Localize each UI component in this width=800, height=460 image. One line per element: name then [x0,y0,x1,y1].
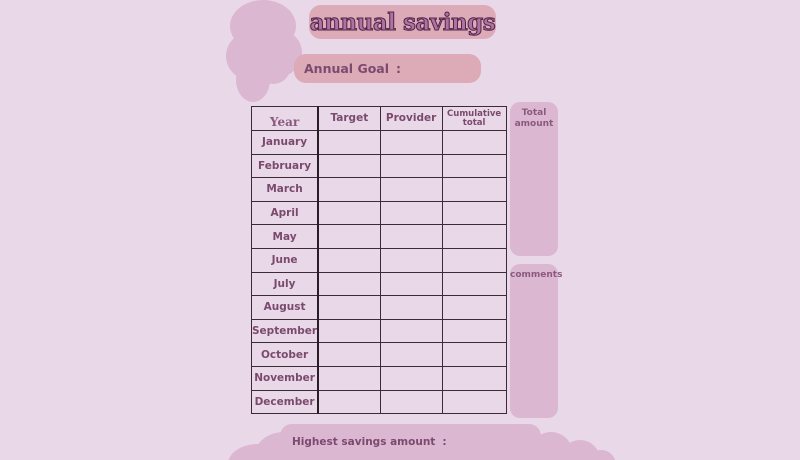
target-cell[interactable] [318,343,380,367]
table-row [252,366,507,390]
target-cell[interactable] [318,366,380,390]
title-banner [309,5,496,39]
highest-savings-label: Highest savings amount [292,436,436,448]
month-label: April [252,201,319,225]
header-target: Target [318,107,380,131]
header-cumulative-total: Cumulative total [442,107,506,131]
page-title: annual savings [309,8,496,36]
provider-cell[interactable] [380,178,442,202]
table-row [252,296,507,320]
table-row [252,272,507,296]
provider-cell[interactable] [380,390,442,414]
cumulative-total-cell[interactable] [442,366,506,390]
comments-panel[interactable] [510,264,563,418]
table-row [252,319,507,343]
highest-savings-separator: : [442,436,447,448]
provider-cell[interactable] [380,154,442,178]
provider-cell[interactable] [380,201,442,225]
total-amount-label: Total amount [514,108,554,130]
table-row [252,154,507,178]
month-label: July [252,272,319,296]
target-cell[interactable] [318,225,380,249]
month-label: September [252,319,319,343]
table-row [252,178,507,202]
cumulative-total-cell[interactable] [442,225,506,249]
month-label: March [252,178,319,202]
cumulative-total-cell[interactable] [442,390,506,414]
cumulative-total-cell[interactable] [442,248,506,272]
cumulative-total-cell[interactable] [442,131,506,155]
table-row [252,390,507,414]
target-cell[interactable] [318,201,380,225]
table-row [252,343,507,367]
provider-cell[interactable] [380,319,442,343]
cumulative-total-cell[interactable] [442,272,506,296]
provider-cell[interactable] [380,225,442,249]
cumulative-total-cell[interactable] [442,296,506,320]
cumulative-total-cell[interactable] [442,201,506,225]
month-label: February [252,154,319,178]
month-label: August [252,296,319,320]
month-label: October [252,343,319,367]
target-cell[interactable] [318,390,380,414]
month-label: November [252,366,319,390]
header-year: Year [252,107,319,131]
target-cell[interactable] [318,131,380,155]
provider-cell[interactable] [380,131,442,155]
month-label: December [252,390,319,414]
target-cell[interactable] [318,248,380,272]
provider-cell[interactable] [380,296,442,320]
annual-goal-separator: : [396,61,402,76]
savings-table [251,106,507,414]
comments-label: comments [510,270,563,280]
target-cell[interactable] [318,319,380,343]
provider-cell[interactable] [380,272,442,296]
table-header-row [252,107,507,131]
table-row [252,225,507,249]
target-cell[interactable] [318,178,380,202]
cumulative-total-cell[interactable] [442,178,506,202]
annual-goal-label: Annual Goal [304,61,390,76]
header-provider: Provider [380,107,442,131]
annual-goal-field[interactable] [294,54,481,83]
highest-savings-field[interactable] [280,424,541,460]
provider-cell[interactable] [380,366,442,390]
target-cell[interactable] [318,272,380,296]
cumulative-total-cell[interactable] [442,319,506,343]
table-row [252,248,507,272]
total-amount-panel[interactable] [510,102,558,256]
month-label: May [252,225,319,249]
provider-cell[interactable] [380,343,442,367]
target-cell[interactable] [318,296,380,320]
target-cell[interactable] [318,154,380,178]
table-row [252,131,507,155]
month-label: January [252,131,319,155]
cumulative-total-cell[interactable] [442,343,506,367]
month-label: June [252,248,319,272]
provider-cell[interactable] [380,248,442,272]
cumulative-total-cell[interactable] [442,154,506,178]
table-row [252,201,507,225]
